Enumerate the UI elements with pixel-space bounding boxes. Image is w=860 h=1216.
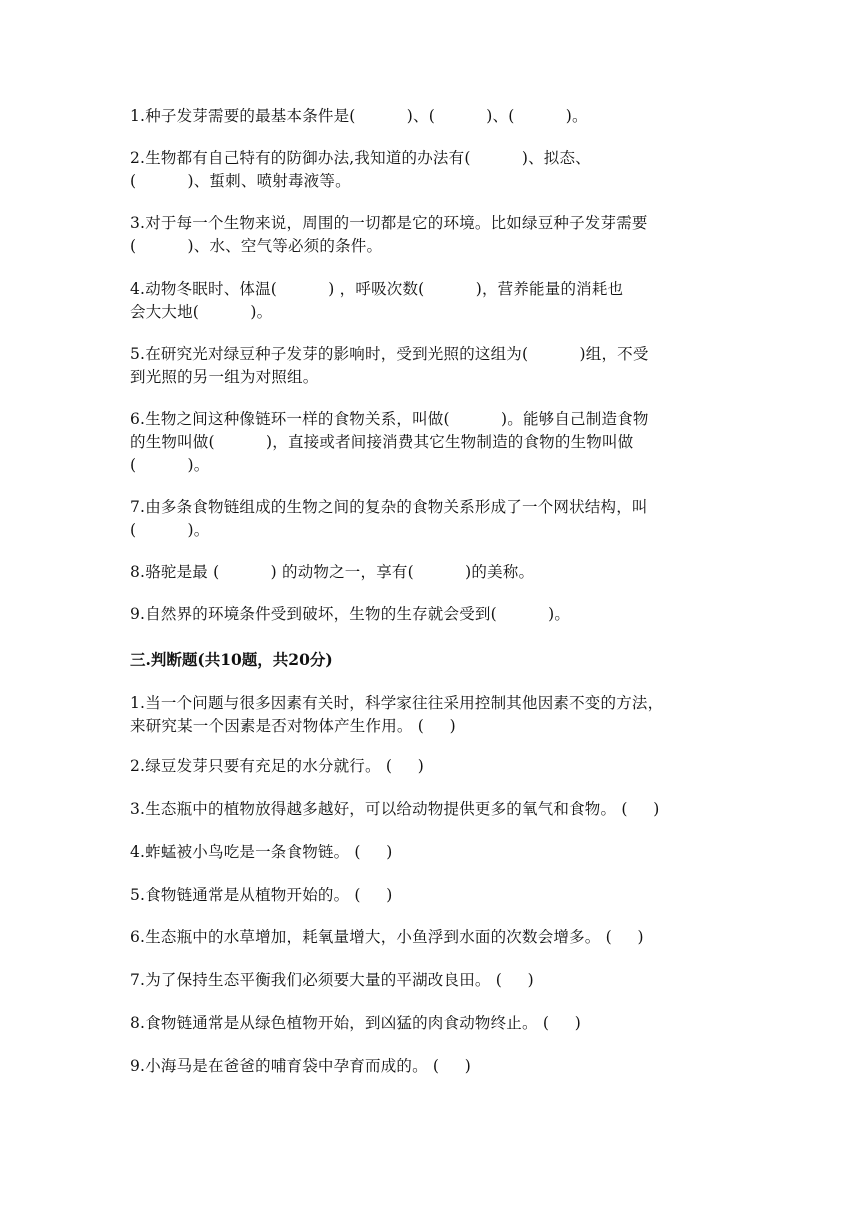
fill-question-3: 3.对于每一个生物来说，周围的一切都是它的环境。比如绿豆种子发芽需要 ( )、水、空气等必须的条件。 <box>130 214 648 255</box>
fill-question-7: 7.由多条食物链组成的生物之间的复杂的食物关系形成了一个网状结构，叫 ( )。 <box>130 498 648 539</box>
fill-question-9: 9.自然界的环境条件受到破坏，生物的生存就会受到( )。 <box>130 605 571 623</box>
judge-question-6: 6.生态瓶中的水草增加，耗氧量增大，小鱼浮到水面的次数会增多。 ( ) <box>130 928 644 946</box>
judge-question-4: 4.蚱蜢被小鸟吃是一条食物链。 ( ) <box>130 843 393 861</box>
fill-question-4: 4.动物冬眠时、体温( ) ，呼吸次数( )，营养能量的消耗也 会大大地( )。 <box>130 280 624 321</box>
judge-question-5: 5.食物链通常是从植物开始的。 ( ) <box>130 886 393 904</box>
judge-question-3: 3.生态瓶中的植物放得越多越好，可以给动物提供更多的氧气和食物。 ( ) <box>130 800 660 818</box>
fill-question-8: 8.骆驼是最 ( ) 的动物之一，享有( )的美称。 <box>130 563 535 581</box>
fill-question-1: 1.种子发芽需要的最基本条件是( )、( )、( )。 <box>130 107 588 125</box>
judge-question-8: 8.食物链通常是从绿色植物开始，到凶猛的肉食动物终止。 ( ) <box>130 1014 581 1032</box>
fill-question-5: 5.在研究光对绿豆种子发芽的影响时，受到光照的这组为( )组，不受 到光照的另一组为对照组。 <box>130 345 649 386</box>
section-heading-judgement: 三.判断题(共10题，共20分) <box>130 650 333 669</box>
fill-question-6: 6.生物之间这种像链环一样的食物关系，叫做( )。能够自己制造食物 的生物叫做( )，直接或者间接消费其它生物制造的食物的生物叫做 ( )。 <box>130 410 649 474</box>
judge-question-1: 1.当一个问题与很多因素有关时，科学家往往采用控制其他因素不变的方法， 来研究某一个因素是否对物体产生作用。 ( ) <box>130 694 664 735</box>
fill-question-2: 2.生物都有自己特有的防御办法,我知道的办法有( )、拟态、 ( )、蜇刺、喷射毒液等。 <box>130 149 591 190</box>
judge-question-7: 7.为了保持生态平衡我们必须要大量的平湖改良田。 ( ) <box>130 971 534 989</box>
judge-question-9: 9.小海马是在爸爸的哺育袋中孕育而成的。 ( ) <box>130 1057 472 1075</box>
judge-question-2: 2.绿豆发芽只要有充足的水分就行。 ( ) <box>130 757 424 775</box>
